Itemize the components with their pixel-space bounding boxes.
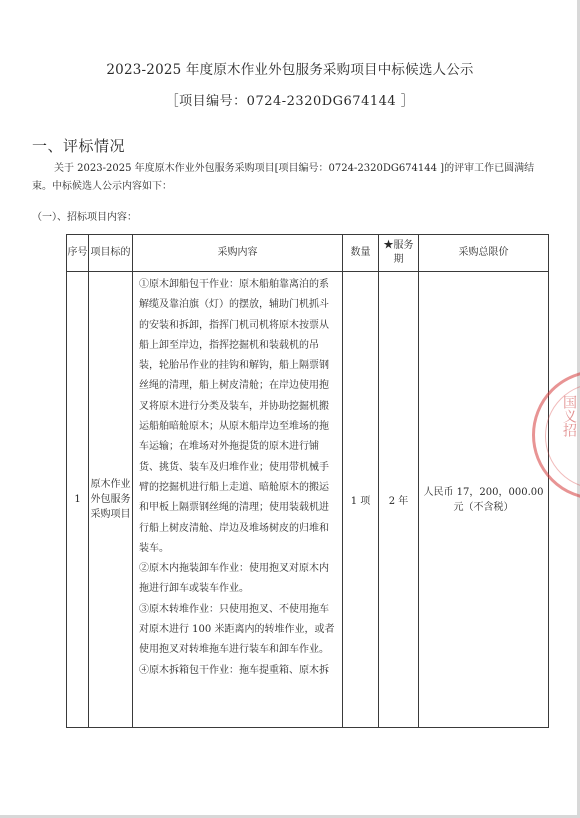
content-item-1: ①原木卸船包干作业：原木船舶靠离泊的系解缆及靠泊旗（灯）的摆放，辅助门机抓斗的安装和拆卸，指挥门机司机将原木按票从船上卸至岸边，指挥挖掘机和装载机的吊装，轮胎吊作业的挂钩和解钩，船上隔票钢丝绳的清理，船上树皮清舱；在岸边使用抱叉将原木进行分类及装车，并协助挖掘机搬运船舶暗舱原木；从原木船岸边至堆场的拖车运输；在堆场对外拖提货的原木进行铺货、挑货、装车及归堆作业；使用带机械手臂的挖掘机进行船上走道、暗舱原木的搬运和甲板上隔票钢丝绳的清理；使用装载机进行船上树皮清舱、岸边及堆场树皮的归堆和装车。 xyxy=(139,279,329,554)
cell-seq: 1 xyxy=(67,272,89,728)
cell-lot: 原木作业外包服务采购项目 xyxy=(89,272,133,728)
table-row xyxy=(67,272,549,728)
cell-qty: 1 项 xyxy=(343,272,379,728)
cell-period: 2 年 xyxy=(379,272,419,728)
cell-price: 人民币 17，200，000.00 元（不含税） xyxy=(419,272,549,728)
content-item-3: ③原木转堆作业：只使用抱叉、不使用拖车对原木进行 100 米距离内的转堆作业，或者使用抱叉对转堆拖车进行装车和卸车作业。 xyxy=(139,603,335,656)
table-header-row xyxy=(67,235,549,272)
project-number: ［项目编号：0724-2320DG674144 ］ xyxy=(165,94,415,109)
content-item-2: ②原木内拖装卸车作业：使用抱叉对原木内拖进行卸车或装车作业。 xyxy=(139,563,329,595)
header-content: 采购内容 xyxy=(133,235,343,272)
header-seq: 序号 xyxy=(67,235,89,272)
intro-paragraph: 关于 2023-2025 年度原木作业外包服务采购项目[项目编号：0724-2320DG674144 ]的评审工作已圆满结束。中标候选人公示内容如下： xyxy=(32,163,535,192)
bid-table xyxy=(66,234,549,728)
seal-lettering: 国义招 xyxy=(561,395,577,437)
subsection-heading: （一）、招标项目内容： xyxy=(32,212,137,223)
cell-content xyxy=(133,272,343,728)
header-period: ★服务期 xyxy=(379,235,419,272)
section-heading: 一、评标情况 xyxy=(32,137,126,155)
header-price: 采购总限价 xyxy=(419,235,549,272)
header-lot: 项目标的 xyxy=(89,235,133,272)
document-title: 2023-2025 年度原木作业外包服务采购项目中标候选人公示 xyxy=(106,62,474,78)
content-item-4: ④原木拆箱包干作业：拖车提重箱、原木拆 xyxy=(139,664,329,676)
header-qty: 数量 xyxy=(343,235,379,272)
